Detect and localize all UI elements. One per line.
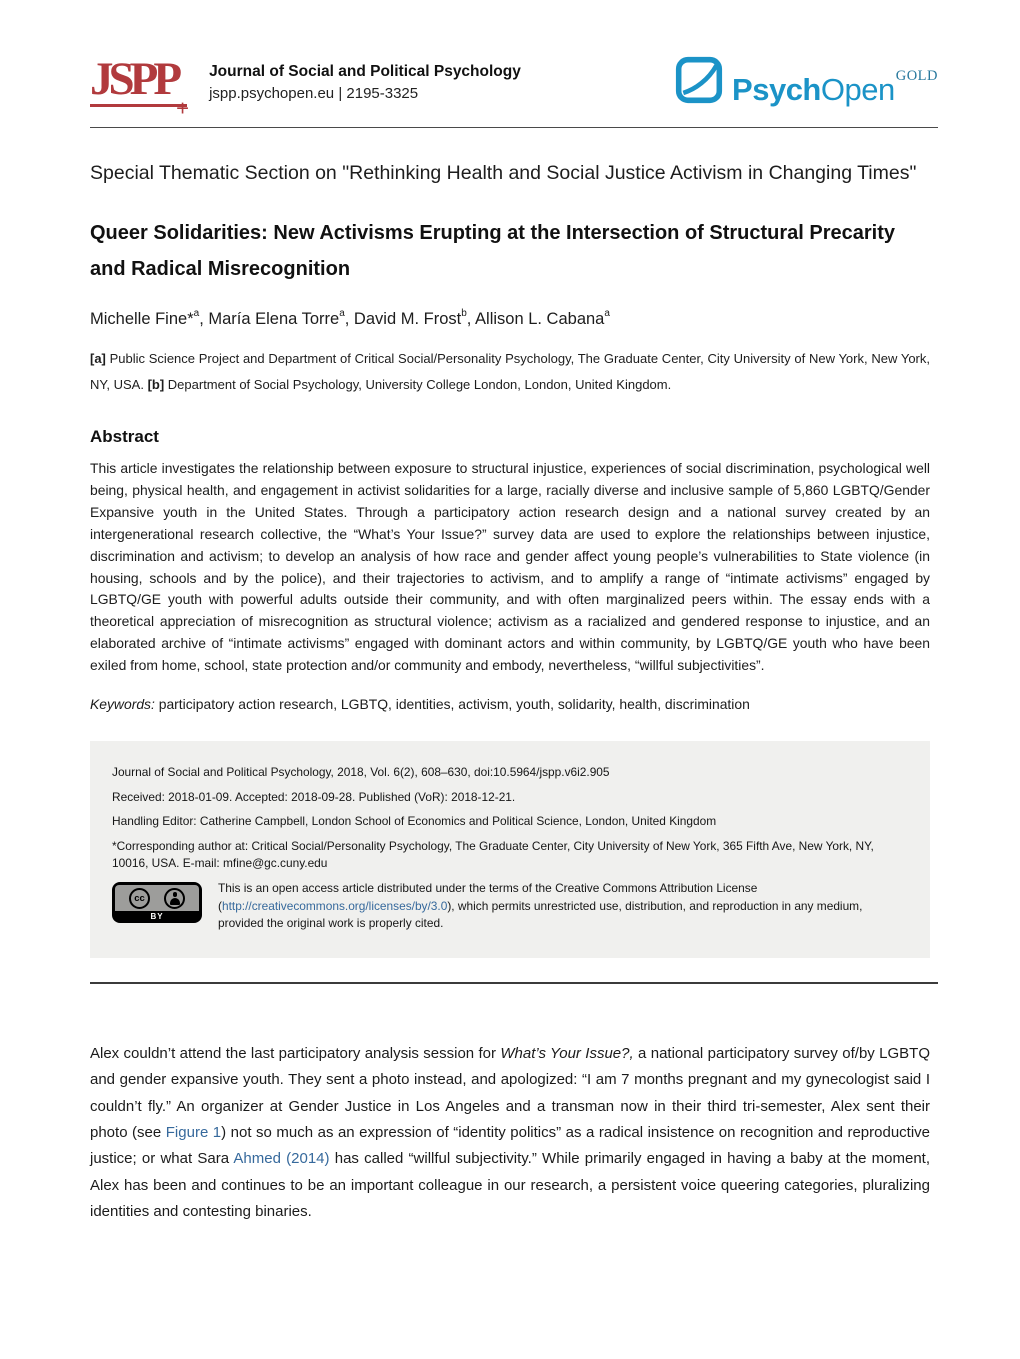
body-paragraph	[90, 1041, 930, 1226]
affiliation-b-label: [b]	[147, 377, 165, 392]
keywords-line	[90, 696, 930, 712]
body-text-1: Alex couldn’t attend the last participatory analysis session for	[90, 1044, 501, 1062]
cc-icon: cc	[129, 888, 150, 909]
figure-1-link[interactable]: Figure 1	[165, 1124, 222, 1142]
cc-by-label: BY	[150, 912, 164, 922]
article-meta-box	[90, 741, 930, 958]
body-text-4: has called “willful subjectivity.” While primarily engaged in having a baby at the moment, Alex has been and continues to be an important colleague in our research, a persistent voice queering categories, pluralizing identities and contesting binaries.	[90, 1150, 931, 1221]
author-1-affiliation-sup: a	[193, 308, 200, 319]
special-section-title: Special Thematic Section on "Rethinking Health and Social Justice Activism in Changing Times"	[90, 162, 917, 184]
affiliation-b-text: Department of Social Psychology, University College London, London, United Kingdom.	[164, 377, 672, 392]
person-icon-body	[170, 898, 180, 905]
psychopen-word-open: Open	[820, 72, 895, 107]
author-3: , David M. Frost$^b$	[344, 308, 467, 328]
person-icon	[164, 888, 185, 909]
corresponding-author-line: *Corresponding author at: Critical Social/Personality Psychology, The Graduate Center, City University of New York, 365 Fifth Ave, New York, NY, 10016, USA. E-mail: mfine@gc.cuny.edu	[112, 838, 874, 871]
author-list	[90, 308, 930, 329]
psychopen-icon	[675, 56, 723, 104]
psychopen-wordmark	[732, 50, 938, 116]
citation-line: Journal of Social and Political Psychology, 2018, Vol. 6(2), 608–630, doi:10.5964/jspp.v6i2.905	[112, 765, 610, 780]
license-row	[112, 880, 908, 940]
license-text-post: ), which permits unrestricted use, distribution, and reproduction in any medium, provided the original work is properly cited.	[218, 898, 863, 931]
journal-url-issn: jspp.psychopen.eu | 2195-3325	[209, 84, 419, 102]
abstract-text: This article investigates the relationship between exposure to structural injustice, experiences of social discrimination, psychological well being, physical health, and engagement in activist solidarities for a large, racially diverse and inclusive sample of 5,860 LGBTQ/Gender Expansive youth in the United States. Through a participatory action research design and a national survey created by an intergenerational research collective, the “What’s Your Issue?” survey data are used to explore the relationships between injustice, discrimination and activism; to develop an analysis of how race and gender affect young people’s vulnerabilities to State violence (in housing, schools and by the police), and their trajectories to activism, and to amplify a range of “intimate activisms” engaged by LGBTQ/GE youth with powerful adults outside their community, and with often marginalized peers within. The essay ends with a theoretical appreciation of misrecognition as structural violence; activism as a racialized and gendered response to injustice, and an elaborated archive of “intimate activisms” engaged with dominant actors and within community, by LGBTQ/GE youth who have been exiled from home, school, state protection and/or community and embody, nevertheless, “willful subjectivities”.	[90, 460, 930, 674]
author-2: , María Elena Torre$^a$	[199, 308, 345, 328]
author-1: Michelle Fine*$^a$	[90, 308, 200, 328]
abstract-heading: Abstract	[90, 427, 159, 446]
journal-identity	[209, 61, 521, 105]
handling-editor-line: Handling Editor: Catherine Campbell, London School of Economics and Political Science, London, United Kingdom	[112, 814, 717, 829]
page-header	[90, 50, 938, 121]
dates-line: Received: 2018-01-09. Accepted: 2018-09-28. Published (VoR): 2018-12-21.	[112, 789, 516, 804]
license-text	[218, 880, 908, 933]
creative-commons-license-link[interactable]: http://creativecommons.org/licenses/by/3.0	[221, 898, 448, 913]
section-divider	[90, 982, 938, 984]
journal-branding	[90, 52, 521, 121]
body-italic-survey-name: What’s Your Issue?,	[500, 1044, 634, 1062]
psychopen-logo	[675, 50, 938, 116]
license-text-pre: This is an open access article distributed under the terms of the Creative Commons Attribution License (	[218, 881, 758, 913]
affiliation-a-text: Public Science Project and Department of Critical Social/Personality Psychology, The Graduate Center, City University of New York, New York, NY, USA.	[90, 351, 930, 392]
cc-by-badge	[112, 882, 202, 923]
psychopen-gold-label: GOLD	[895, 68, 938, 84]
person-icon-head	[173, 892, 178, 897]
psychopen-word-psych: Psych	[732, 72, 821, 107]
author-2-affiliation-sup: a	[339, 308, 345, 319]
affiliation-a-label: [a]	[90, 351, 106, 366]
jspp-logo	[90, 52, 190, 121]
cc-badge-band	[115, 885, 199, 911]
author-4-affiliation-sup: a	[604, 308, 610, 319]
affiliations	[90, 346, 930, 398]
keywords-text: participatory action research, LGBTQ, identities, activism, youth, solidarity, health, discrimination	[154, 696, 750, 713]
author-3-affiliation-sup: b	[461, 308, 467, 319]
keywords-label: Keywords:	[90, 696, 155, 713]
jspp-logo-text: JSPP	[90, 52, 178, 105]
journal-name: Journal of Social and Political Psychology	[209, 62, 521, 80]
body-text-2: a national participatory survey of/by LGBTQ and gender expansive youth. They sent a photo instead, and apologized: “I am 7 months pregnant and my gynecologist said I couldn’t fly.” An organizer at Gender Justice in Los Angeles and a transman now in their third tri-semester, Alex sent their photo (see	[90, 1044, 930, 1142]
article-title: Queer Solidarities: New Activisms Erupting at the Intersection of Structural Precarity and Radical Misrecognition	[90, 222, 896, 280]
jspp-logo-plus: +	[175, 95, 190, 121]
body-text-3: ) not so much as an expression of “identity politics” as a radical insistence on recognition and reproductive justice; or what Sara	[90, 1124, 931, 1168]
header-divider	[90, 127, 938, 128]
author-4: , Allison L. Cabana$^a$	[466, 308, 610, 328]
ahmed-2014-citation-link[interactable]: Ahmed (2014)	[233, 1150, 330, 1168]
